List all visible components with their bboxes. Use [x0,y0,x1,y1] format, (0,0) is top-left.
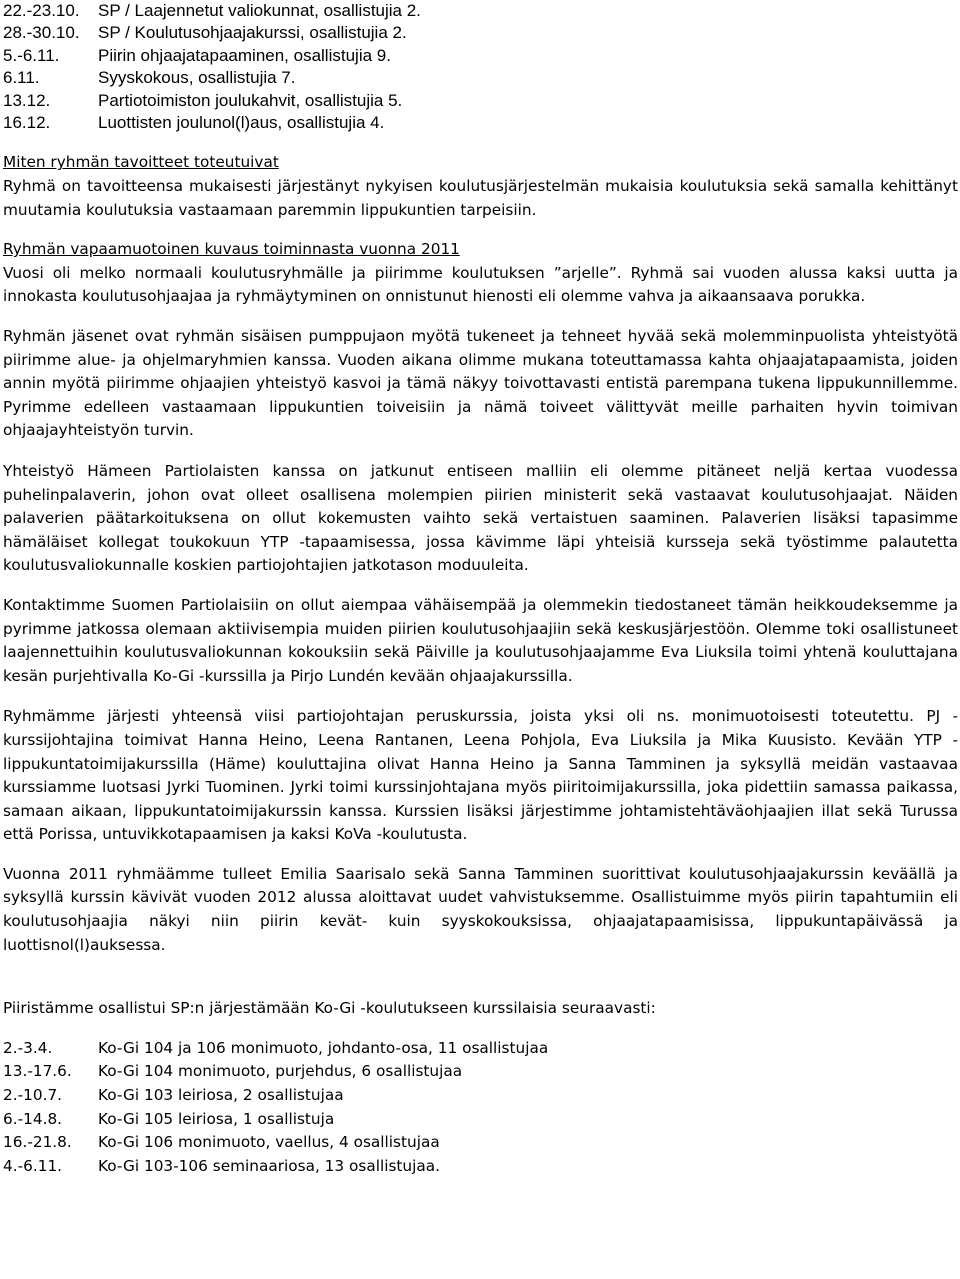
list-item [3,1084,958,1108]
paragraph: Ryhmämme järjesti yhteensä viisi partiojohtajan peruskurssia, joista yksi oli ns. monimuotoisesti toteutettu. PJ -kurssijohtajina toimivat Hanna Heino, Leena Rantanen, Leena Pohjola, Eva Liuksila ja Mika Kuusisto. Kevään YTP -lippukuntatoimijakurssilla (Häme) kouluttajina olivat Hanna Heino ja Sanna Tamminen ja syksyllä meidän vastaavaa kurssiamme luotsasi Jyrki Tuominen. Jyrki toimi kurssinjohtajana myös piiritoimijakurssilla, joka pidettiin samassa paikassa, samaan aikaan, lippukuntatoimijakurssin kanssa. Kurssien lisäksi järjestimme johtamistehtäväohjaajien illat sekä Turussa että Porissa, untuvikkotapaamisen ja kaksi KoVa -koulutusta. [3,707,958,844]
paragraph: Vuonna 2011 ryhmäämme tulleet Emilia Saarisalo sekä Sanna Tamminen suorittivat koulutusohjaajakurssin keväällä ja syksyllä kurssin kävivät vuoden 2012 alussa aloittavat uudet vahvistuksemme. Osallistuimme myös piirin tapahtumiin eli koulutusohjaajia näkyi niin piirin kevät- kuin syyskokouksissa, ohjaajatapaamisissa, lippukuntapäivässä ja luottisnol(l)auksessa. [3,864,958,954]
list-item [3,1131,958,1155]
event-date: 16.12. [3,113,51,133]
course-date: 2.-10.7. [3,1086,63,1105]
list-item [3,1108,958,1132]
course-date: 13.-17.6. [3,1062,72,1081]
list-item [3,112,958,134]
course-date: 6.-14.8. [3,1109,63,1128]
list-item [3,45,958,67]
course-text: Ko-Gi 106 monimuoto, vaellus, 4 osallistujaa [98,1133,440,1152]
document-page [3,0,958,1178]
event-list [3,0,958,134]
list-item [3,1060,958,1084]
list-item [3,90,958,112]
event-text: SP / Koulutusohjaajakurssi, osallistujia 2. [98,23,407,43]
course-date: 2.-3.4. [3,1038,53,1057]
section-body: Vuosi oli melko normaali koulutusryhmälle ja piirimme koulutuksen ”arjelle”. Ryhmä sai vuoden alussa kaksi uutta ja innokasta koulutusohjaajaa ja ryhmäytyminen on onnistunut hienosti eli olemme vahva ja aikaansaava porukka. [3,263,958,306]
list-item [3,1155,958,1179]
course-text: Ko-Gi 105 leiriosa, 1 osallistuja [98,1109,335,1128]
list-item [3,0,958,22]
paragraph: Yhteistyö Hämeen Partiolaisten kanssa on jatkunut entiseen malliin eli olemme pitäneet neljä kertaa vuodessa puhelinpalaverin, johon ovat olleet osallisena molempien piirien ministerit sekä vastaavat koulutusohjaajat. Näiden palaverien päätarkoituksena on ollut kokemusten vaihto sekä vertaistuen saaminen. Palaverien lisäksi tapasimme hämäläiset kollegat toukokuun YTP -tapaamisessa, jossa kävimme läpi yhteisiä kursseja sekä työstimme palautetta koulutusvaliokunnalle koskien partiojohtajien jatkotason moduuleita. [3,461,958,575]
list-item [3,22,958,44]
event-text: SP / Laajennetut valiokunnat, osallistujia 2. [98,1,421,20]
course-text: Ko-Gi 104 ja 106 monimuoto, johdanto-osa, 11 osallistujaa [98,1038,549,1057]
course-text: Ko-Gi 103-106 seminaariosa, 13 osallistujaa. [98,1156,440,1175]
section-body: Ryhmä on tavoitteensa mukaisesti järjestänyt nykyisen koulutusjärjestelmän mukaisia koulutuksia sekä samalla kehittänyt muutamia koulutuksia vastaamaan paremmin lippukuntien tarpeisiin. [3,177,958,219]
event-text: Syyskokous, osallistujia 7. [98,68,296,88]
course-text: Ko-Gi 104 monimuoto, purjehdus, 6 osallistujaa [98,1062,463,1081]
list-item [3,1037,958,1061]
paragraph: Ryhmän jäsenet ovat ryhmän sisäisen pumppujaon myötä tukeneet ja tehneet hyvää sekä molemminpuolista yhteistyötä piirimme alue- ja ohjelmaryhmien kanssa. Vuoden aikana olimme mukana toteuttamassa kahta ohjaajatapaamista, joiden annin myötä piirimme ohjaajien yhteistyö kasvoi ja tämä näkyy toivottavasti entistä parempana tukena lippukunnillemme. Pyrimme edelleen vastaamaan lippukuntien toiveisiin ja nämä toiveet välittyvät meille parhaiten hyvin toimivan ohjaajayhteistyön turvin. [3,327,958,440]
course-text: Ko-Gi 103 leiriosa, 2 osallistujaa [98,1086,344,1105]
course-date: 4.-6.11. [3,1156,63,1175]
paragraph: Kontaktimme Suomen Partiolaisiin on ollut aiempaa vähäisempää ja olemmekin tiedostaneet tämän heikkoudeksemme ja pyrimme jatkossa olemaan aktiivisempia muiden piirien koulutusohjaajiin sekä keskusjärjestöön. Olemme toki osallistuneet laajennettuihin koulutusvaliokunnan kokouksiin sekä Päiville ja koulutusohjaajamme Eva Liuksila toimi yhtenä kouluttajana kesän purjehtivalla Ko-Gi -kurssilla ja Pirjo Lundén kevään ohjaajakurssilla. [3,595,958,685]
event-date: 28.-30.10. [3,23,80,43]
event-date: 5.-6.11. [3,45,60,65]
kogi-intro: Piiristämme osallistui SP:n järjestämään Ko-Gi -koulutukseen kurssilaisia seuraavasti: [3,999,656,1018]
event-date: 13.12. [3,90,51,110]
event-date: 6.11. [3,68,40,88]
event-date: 22.-23.10. [3,1,80,20]
event-text: Luottisten joulunol(l)aus, osallistujia 4. [98,113,385,133]
description-section [3,238,958,309]
list-item [3,67,958,89]
kogi-list [3,1037,958,1179]
event-text: Partiotoimiston joulukahvit, osallistujia 5. [98,90,403,110]
event-text: Piirin ohjaajatapaaminen, osallistujia 9. [98,45,391,65]
section-heading: Miten ryhmän tavoitteet toteutuivat [3,153,279,172]
course-date: 16.-21.8. [3,1133,72,1152]
section-heading: Ryhmän vapaamuotoinen kuvaus toiminnasta vuonna 2011 [3,240,460,259]
goals-section [3,151,958,222]
